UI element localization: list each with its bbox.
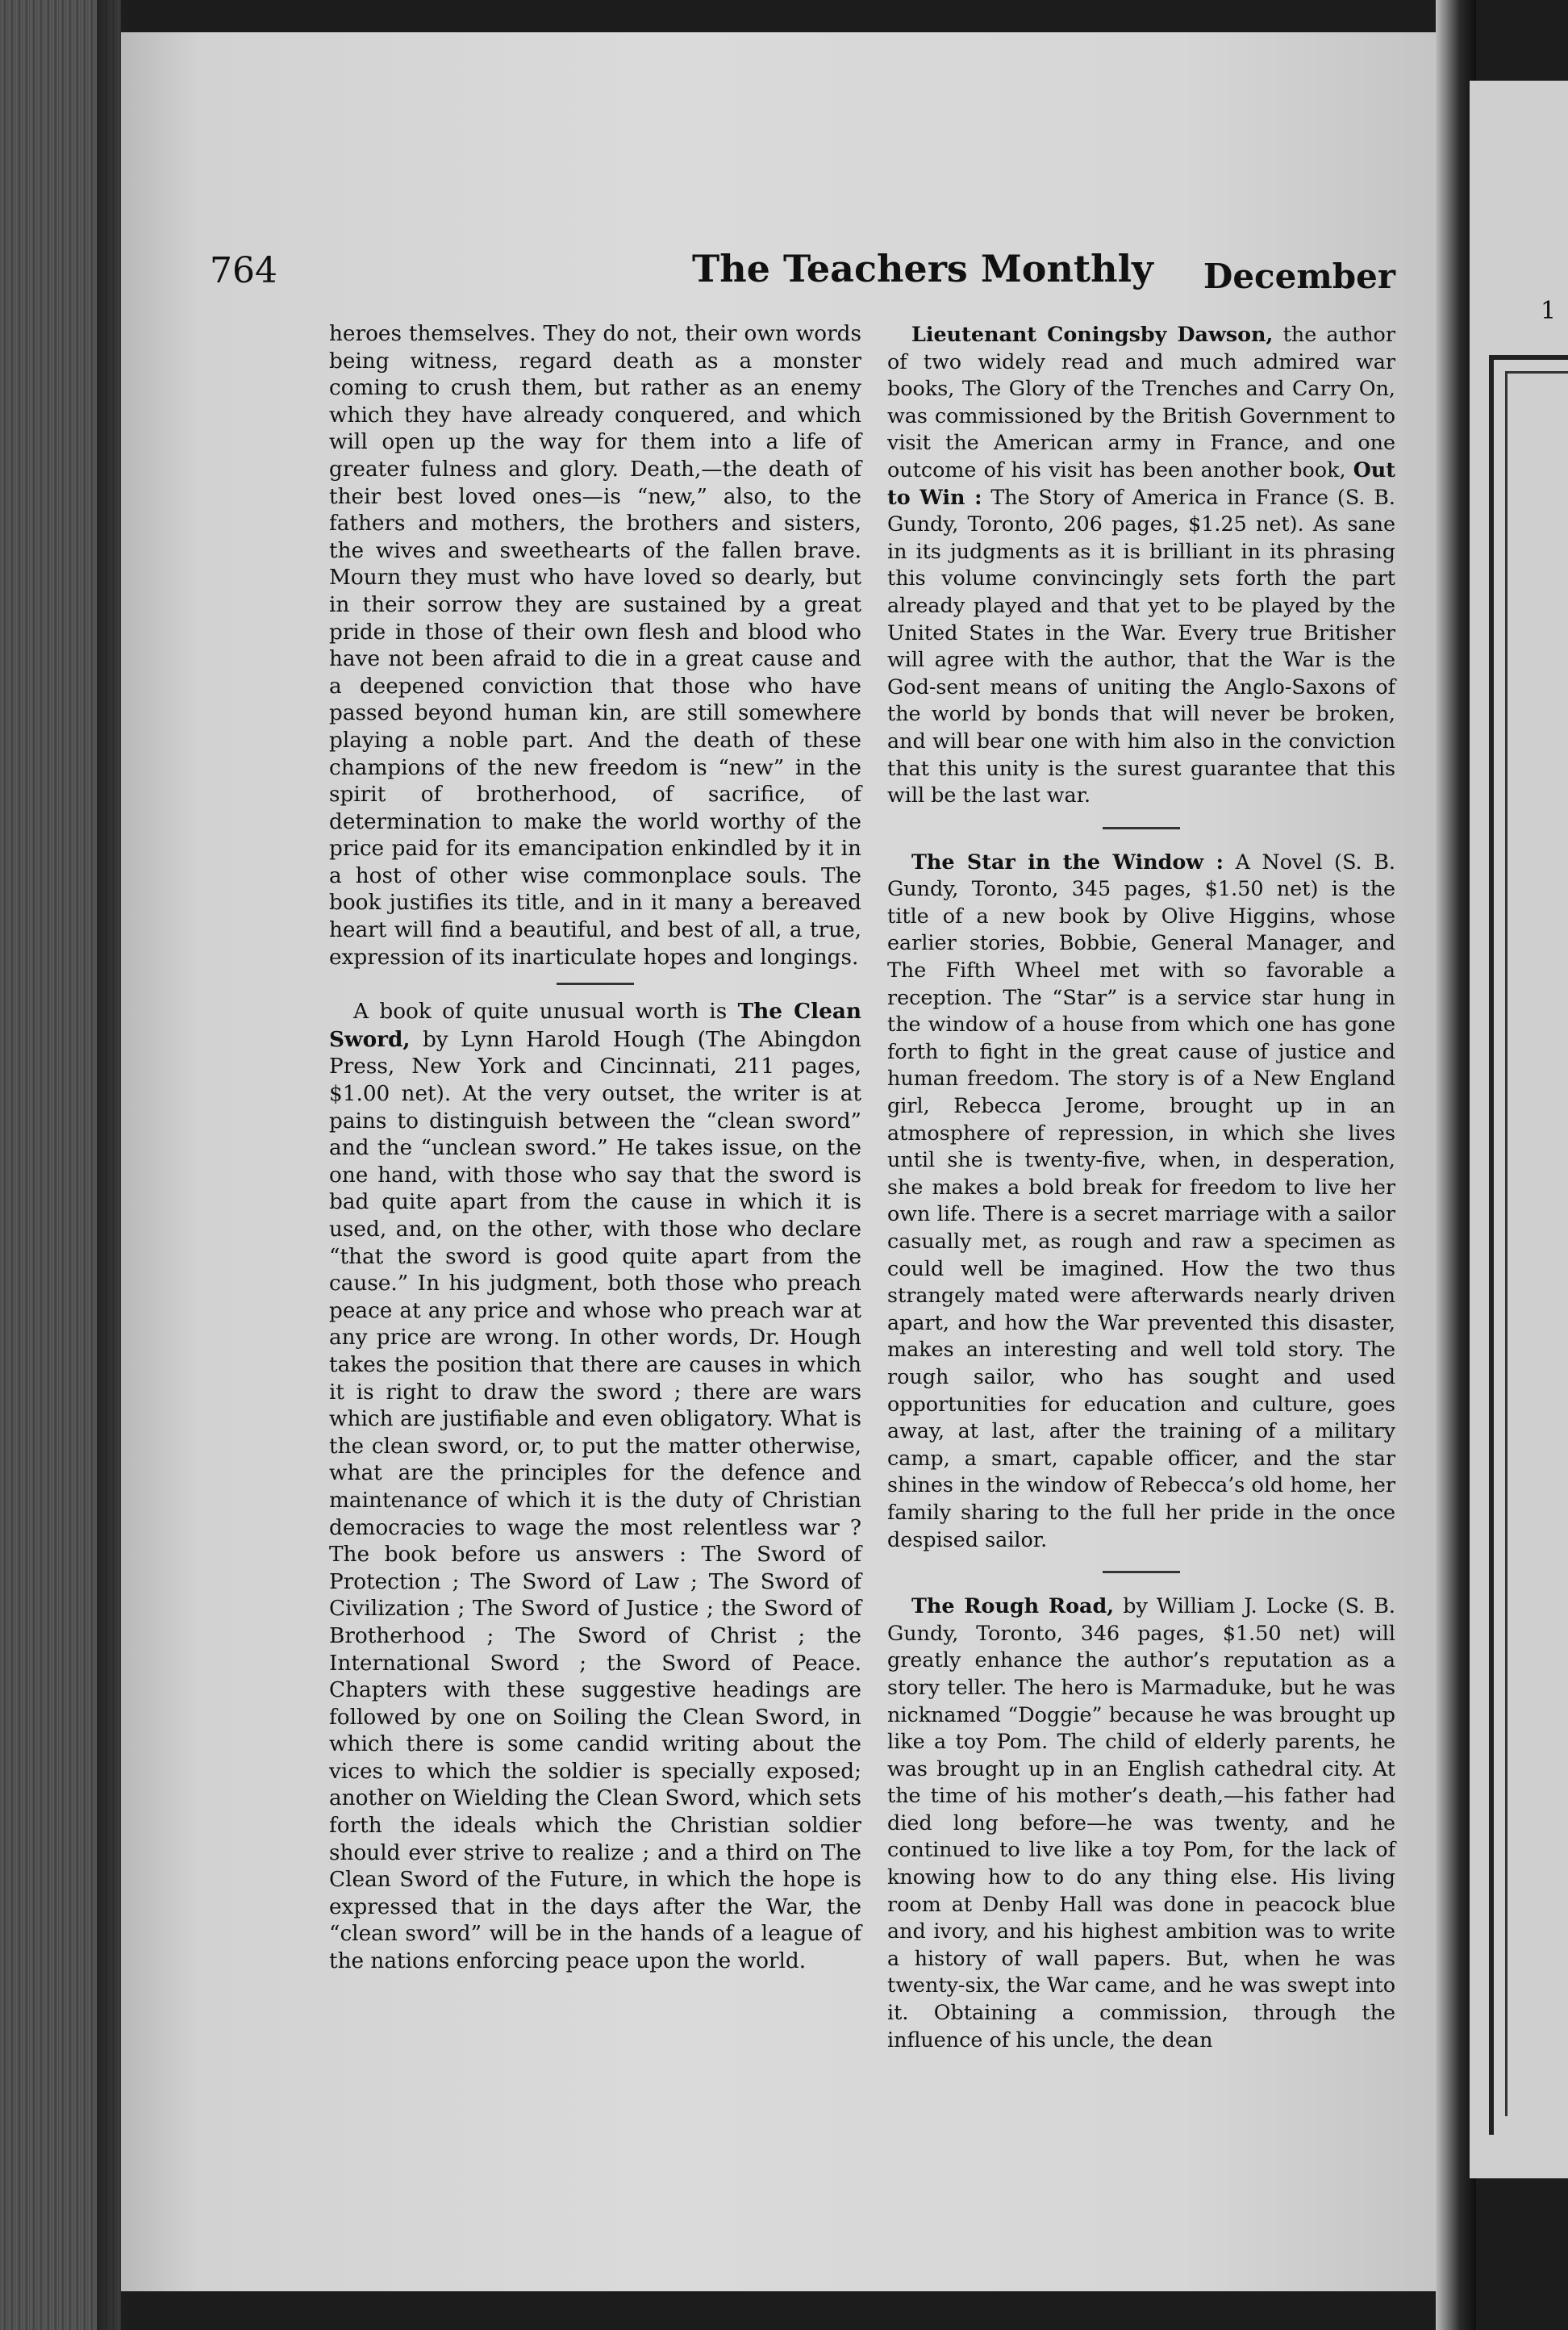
review-body: by William J. Locke (S. B. Gundy, Toronto, 346 pages, $1.50 net) will greatly enhance the author’s reputation as a story teller. The hero is Marmaduke, but he was nicknamed “Doggie” because he was brought up like a toy Pom. The child of elderly parents, he was brought up in an English cathedral city. At the time of his mother’s death,—his father had died long before—he was twenty, and he continued to live like a toy Pom, for the lack of knowing how to do any thing else. His living room at Denby Hall was done in peacock blue and ivory, and his highest ambition was to write a history of wall papers. But, when he was twenty-six, the War came, and he was swept into it. Obtaining a commission, through the influence of his uncle, the dean <box>887 1593 1395 2052</box>
section-divider <box>1103 1571 1180 1573</box>
facing-page-inner-border <box>1505 371 1568 2116</box>
facing-page-fragment: 1 <box>1541 297 1557 325</box>
running-header <box>210 244 1395 308</box>
publication-title: The Teachers Monthly <box>692 247 1153 290</box>
paragraph-star-in-window <box>887 849 1395 1553</box>
review-body: The Story of America in France (S. B. Gundy, Toronto, 206 pages, $1.25 net). As sane in its judgments as it is brilliant in its phrasing this volume convincingly sets forth the part already played and that yet to be played by the United States in the War. Every true Britisher will agree with the author, that the War is the God-sent means of uniting the Anglo-Saxons of the world by bonds that will never be broken, and will bear one with him also in the conviction that this unity is the surest guarantee that this will be the last war. <box>887 484 1395 808</box>
book-title-clean-sword: The Clean Sword, <box>329 999 861 1052</box>
paragraph-out-to-win <box>887 321 1395 809</box>
section-divider <box>557 983 634 985</box>
review-body: by Lynn Harold Hough (The Abingdon Press, New York and Cincinnati, 211 pages, $1.00 net). At the very outset, the writer is at pains to distinguish between the “clean sword” and the “unclean sword.” He takes issue, on the one hand, with those who say that the sword is bad quite apart from the cause in which it is used, and, on the other, with those who declare “that the sword is good quite apart from the cause.” In his judgment, both those who preach peace at any price and whose who preach war at any price are wrong. In other words, Dr. Hough takes the position that there are causes in which it is right to draw the sword ; there are wars which are justifiable and even obligatory. What is the clean sword, or, to put the matter otherwise, what are the principles for the defence and maintenance of which it is the duty of Christian democracies to wage the most relentless war ? The book before us answers : The Sword of Protection ; The Sword of Law ; The Sword of Civilization ; The Sword of Justice ; the Sword of Brotherhood ; The Sword of Christ ; the International Sword ; the Sword of Peace. Chapters with these suggestive headings are followed by one on Soiling the Clean Sword, in which there is some candid writing about the vices to which the soldier is specially exposed; another on Wielding the Clean Sword, which sets forth the ideals which the Christian soldier should ever strive to realize ; and a third on The Clean Sword of the Future, in which the hope is expressed that in the days after the War, the “clean sword” will be in the hands of a league of the nations enforcing peace upon the world. <box>329 1027 861 1974</box>
book-title-rough-road: The Rough Road, <box>911 1593 1115 1618</box>
review-body: the author of two widely read and much admired war books, The Glory of the Trenches and Carry On, was commissioned by the British Government to visit the American army in France, and one outcome of his visit has been another book, <box>887 322 1395 482</box>
section-divider <box>1103 827 1180 829</box>
issue-month: December <box>1203 257 1395 296</box>
paragraph-heroes: heroes themselves. They do not, their own words being witness, regard death as a monster coming to crush them, but rather as an enemy which they have already conquered, and which will open up the way for them into a life of greater fulness and glory. Death,—the death of their best loved ones—is “new,” also, to the fathers and mothers, the brothers and sisters, the wives and sweethearts of the fallen brave. Mourn they must who have loved so dearly, but in their sorrow they are sustained by a great pride in those of their own flesh and blood who have not been afraid to die in a great cause and a deepened conviction that those who have passed beyond human kin, are still somewhere playing a noble part. And the death of these champions of the new freedom is “new” in the spirit of brotherhood, of sacrifice, of determination to make the world worthy of the price paid for its emancipation enkindled by it in a host of other wise commonplace souls. The book justifies its title, and in it many a bereaved heart will find a beautiful, and best of all, a true, expression of its inarticulate hopes and longings. <box>329 322 861 970</box>
paragraph-clean-sword <box>329 998 861 1975</box>
author-name-dawson: Lieutenant Coningsby Dawson, <box>911 322 1274 346</box>
book-title-out-to-win: Out to Win : <box>887 457 1395 509</box>
lead-text: A book of quite unusual worth is <box>353 1000 738 1025</box>
facing-page-edge <box>1470 81 1568 2178</box>
page-number: 764 <box>210 250 277 291</box>
paragraph-rough-road <box>887 1593 1395 2053</box>
review-body: A Novel (S. B. Gundy, Toronto, 345 pages, $1.50 net) is the title of a new book by Olive Higgins, whose earlier stories, Bobbie, General Manager, and The Fifth Wheel met with so favorable a reception. The “Star” is a service star hung in the window of a house from which one has gone forth to fight in the great cause of justice and human freedom. The story is of a New England girl, Rebecca Jerome, brought up in an atmosphere of repression, in which she lives until she is twenty-five, when, in desperation, she makes a bold break for freedom to live her own life. There is a secret marriage with a sailor casually met, as rough and raw a specimen as could well be imagined. How the two thus strangely mated were afterwards nearly driven apart, and how the War prevented this disaster, makes an interesting and well told story. The rough sailor, who has sought and used opportunities for education and culture, goes away, at last, after the training of a military camp, a smart, capable officer, and the star shines in the window of Rebecca’s old home, her family sharing to the full her pride in the once despised sailor. <box>887 849 1395 1551</box>
right-column <box>887 321 1395 2053</box>
left-column <box>329 321 861 1976</box>
book-title-star-in-window: The Star in the Window : <box>911 849 1224 874</box>
